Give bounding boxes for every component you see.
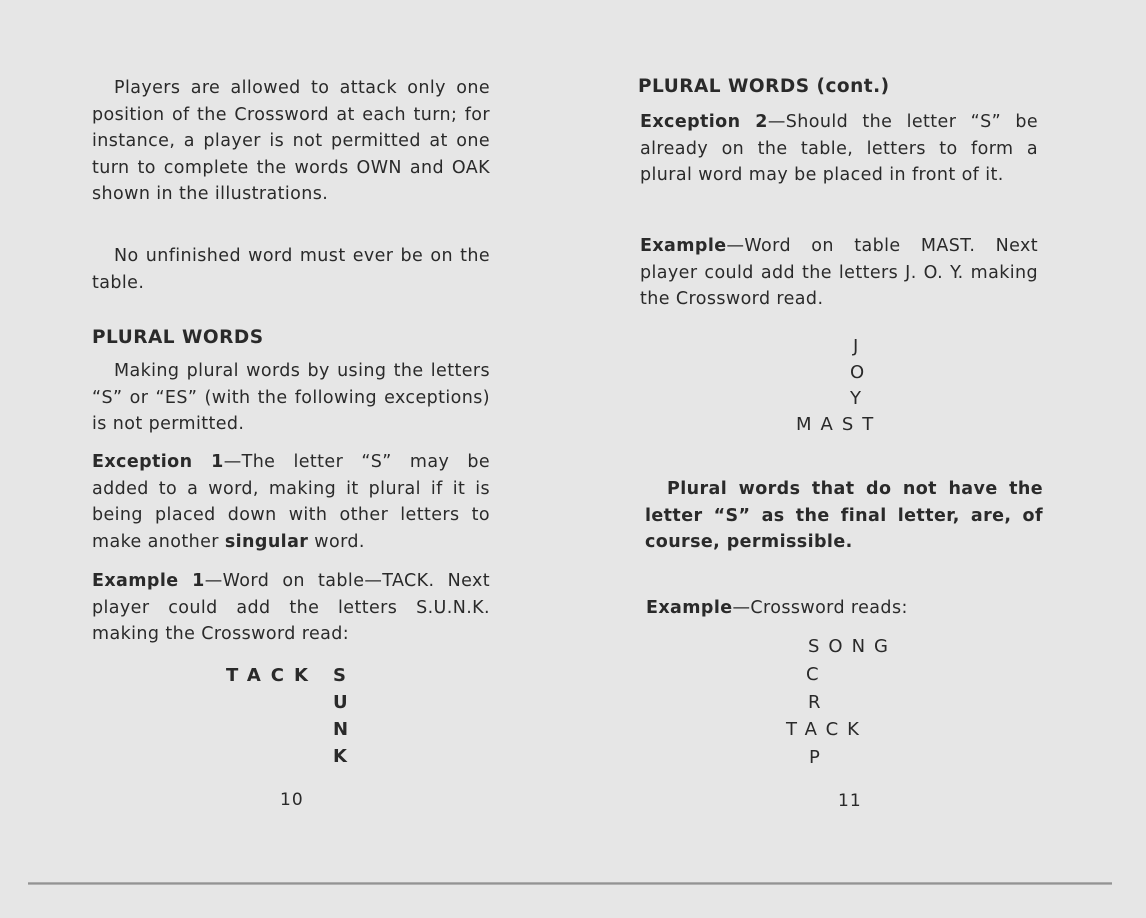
paragraph-unfinished-word: No unfinished word must ever be on the table. — [92, 246, 490, 293]
crossword-3-letter-p: P — [809, 747, 829, 768]
paragraph-exception-2 — [640, 109, 1038, 189]
bottom-rule — [28, 882, 1112, 885]
exception-2-label: Exception 2 — [640, 112, 768, 132]
crossword-2-letter-j: J — [853, 336, 868, 357]
example-1-label: Example 1 — [92, 571, 205, 591]
example-3-text: —Crossword reads: — [732, 598, 908, 618]
exception-2-text: —Should the letter “S” be already on the table, letters to form a plural word may be placed in front of it. — [640, 112, 1039, 185]
heading-plural-words-cont: PLURAL WORDS (cont.) — [638, 76, 890, 97]
example-2-label: Example — [640, 236, 727, 256]
paragraph-example-3 — [646, 595, 1044, 622]
crossword-3-row-song: SONG — [808, 636, 898, 657]
exception-1-text: —The letter “S” may be added to a word, making it plural if it is being placed down with other letters to make another — [92, 452, 491, 552]
page-number-10: 10 — [280, 790, 304, 810]
crossword-2-letter-o: O — [850, 362, 874, 383]
paragraph-example-2 — [640, 233, 1038, 313]
exception-1-end: word. — [308, 531, 365, 552]
exception-1-bold-word: singular — [224, 531, 309, 552]
example-1-text: —Word on table—TACK. Next player could add the letters S.U.N.K. making the Crossword read: — [92, 571, 490, 644]
paragraph-attack-rule: Players are allowed to attack only one position of the Crossword at each turn; for instance, a player is not permitted at one turn to complete the words OWN and OAK shown in the illustrations. — [92, 78, 490, 204]
crossword-2-row-mast: MAST — [796, 414, 883, 435]
example-3-label: Example — [646, 598, 733, 618]
page-number-11: 11 — [838, 791, 862, 811]
crossword-1-letter-s: S — [333, 665, 356, 686]
paragraph-example-1 — [92, 568, 490, 648]
crossword-3-row-tack: TACK — [786, 719, 868, 740]
heading-plural-words: PLURAL WORDS — [92, 327, 264, 348]
crossword-1-letter-k: K — [333, 746, 357, 767]
left-page — [0, 0, 560, 918]
crossword-2-letter-y: Y — [850, 388, 870, 409]
exception-1-label: Exception 1 — [92, 452, 224, 472]
paragraph-plural-rule: Making plural words by using the letters “S” or “ES” (with the following exceptions) is not permitted. — [92, 361, 490, 434]
paragraph-exception-1 — [92, 449, 490, 555]
paragraph-plural-permissible: Plural words that do not have the letter “S” as the final letter, are, of course, permissible. — [645, 479, 1043, 552]
crossword-3-letter-r: R — [808, 692, 830, 713]
crossword-1-row-tack: TACK — [226, 665, 318, 686]
crossword-1-letter-u: U — [333, 692, 358, 713]
crossword-3-letter-c: C — [806, 664, 828, 685]
crossword-1-letter-n: N — [333, 719, 359, 740]
example-2-text: —Word on table MAST. Next player could add the letters J. O. Y. making the Crossword read. — [640, 236, 1038, 309]
right-page — [560, 0, 1146, 918]
